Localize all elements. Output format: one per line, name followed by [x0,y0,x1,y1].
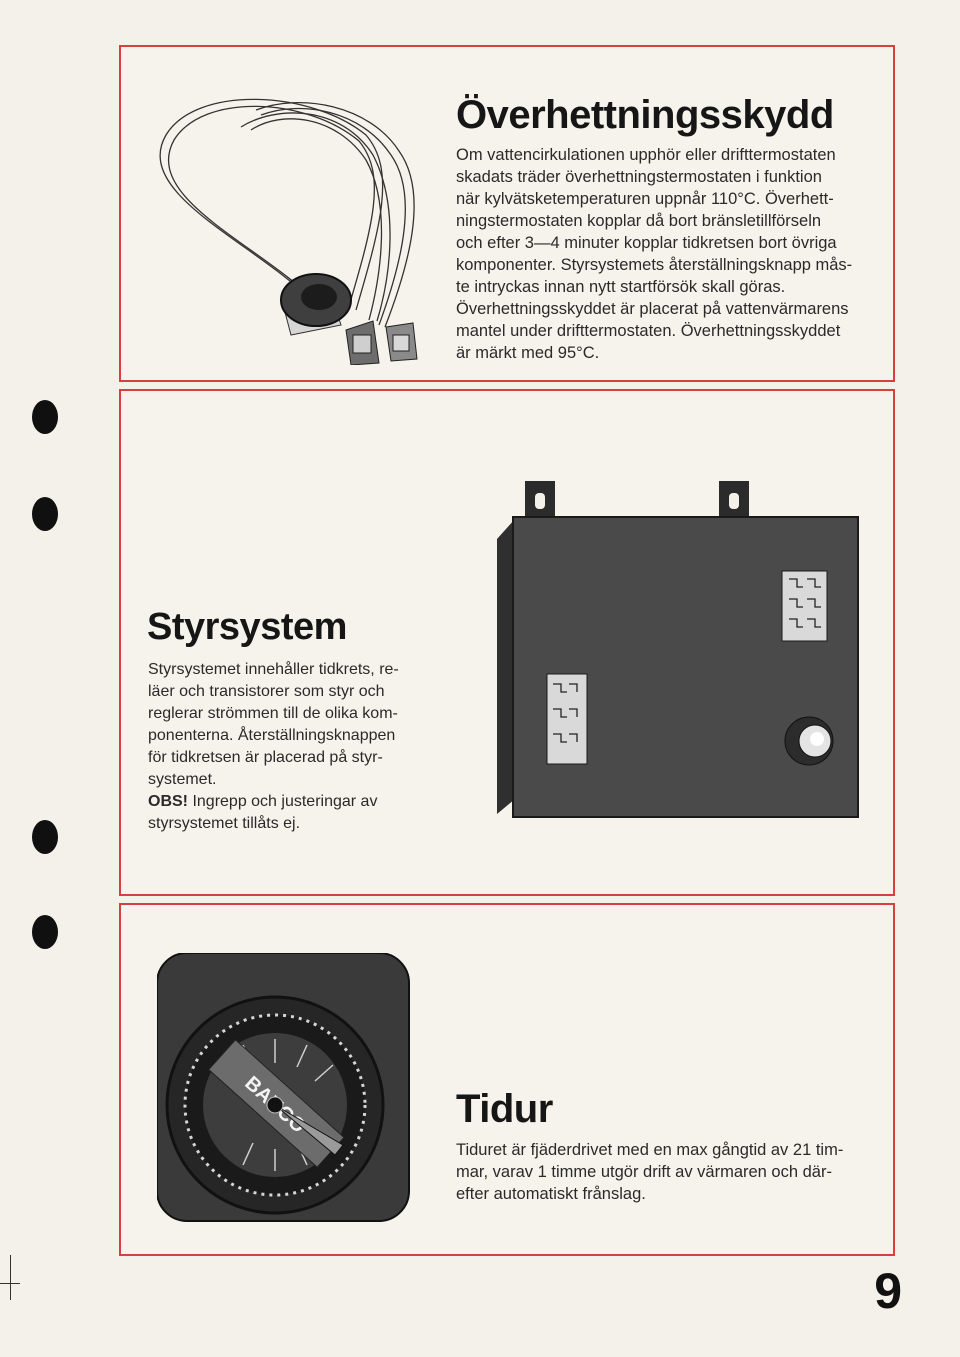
punch-hole [32,497,58,531]
text-line: styrsystemet tillåts ej. [148,815,301,832]
body-text-timer [456,1139,886,1205]
text-line: läer och transistorer som styr och [148,683,385,700]
overheat-sensor-illustration [141,75,441,365]
text-line: och efter 3—4 minuter kopplar tidkretsen bort övriga [456,234,837,252]
panel-control-system [119,389,895,896]
punch-hole [32,400,58,434]
crop-mark [0,1283,20,1284]
page-number: 9 [874,1263,902,1319]
text-line: mar, varav 1 timme utgör drift av värmaren och där- [456,1163,832,1181]
text-line: mantel under drifttermostaten. Överhettningsskyddet [456,322,841,340]
control-box-illustration [497,479,867,884]
obs-label: OBS! [148,793,188,810]
text-line: efter automatiskt frånslag. [456,1185,646,1203]
text-line: är märkt med 95°C. [456,344,600,362]
text-line: reglerar strömmen till de olika kom- [148,705,398,722]
text-line: Överhettningsskyddet är placerat på vattenvärmarens [456,300,849,318]
text-line: systemet. [148,771,217,788]
panel-overheat [119,45,895,382]
text-line: Tiduret är fjäderdrivet med en max gångtid av 21 tim- [456,1141,844,1159]
section-title-timer: Tidur [456,1087,553,1131]
text-line: Styrsystemet innehåller tidkrets, re- [148,661,399,678]
text-line: skadats träder överhettningstermostaten i funktion [456,168,822,186]
text-line: ponenterna. Återställningsknappen [148,727,396,744]
text-line: när kylvätsketemperaturen uppnår 110°C. Överhett- [456,190,834,208]
obs-line [148,791,448,813]
text-line: te intryckas innan nytt startförsök skall göras. [456,278,786,296]
text-line: ningstermostaten kopplar då bort bränsletillförseln [456,212,822,230]
punch-hole [32,820,58,854]
body-text-control-system [148,659,448,835]
body-text-overheat [456,144,876,364]
text-line: komponenter. Styrsystemets återställningsknapp mås- [456,256,853,274]
text-line: för tidkretsen är placerad på styr- [148,749,383,766]
timer-dial-illustration [157,953,412,1223]
crop-mark [10,1255,11,1300]
panel-timer [119,903,895,1256]
text-line: Om vattencirkulationen upphör eller drifttermostaten [456,146,836,164]
section-title-control-system: Styrsystem [147,606,347,648]
obs-text: Ingrepp och justeringar av [188,793,378,810]
section-title-overheat: Överhettningsskydd [456,93,834,137]
punch-hole [32,915,58,949]
